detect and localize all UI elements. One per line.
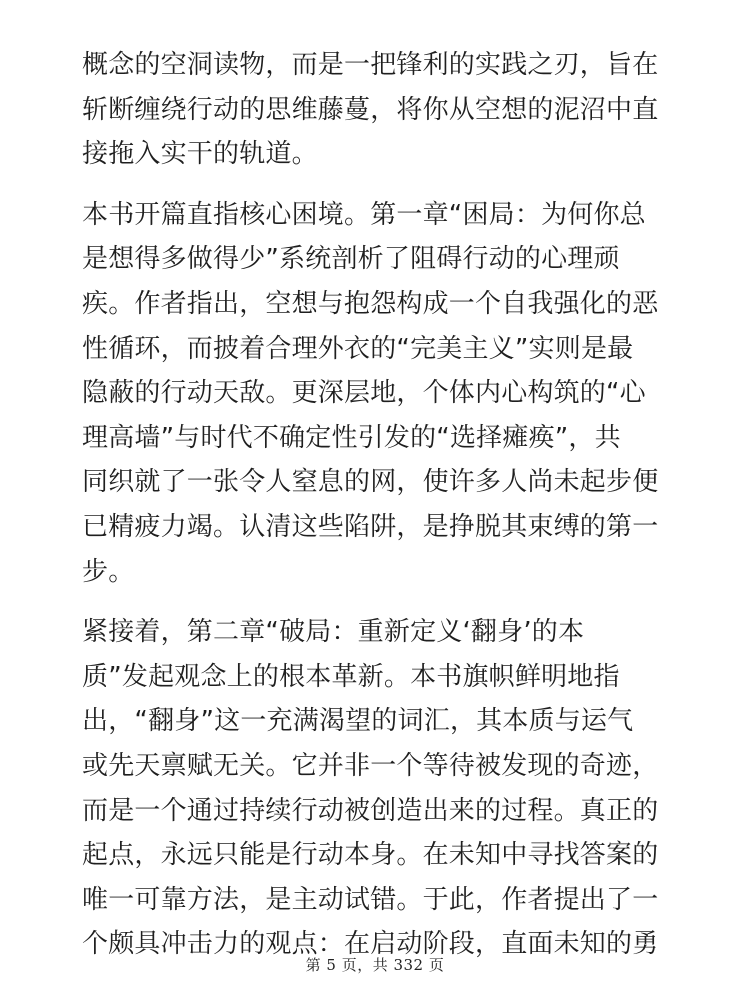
text-line: 概念的空洞读物，而是一把锋利的实践之刃，旨在	[82, 50, 659, 80]
text-line: 出，“翻身”这一充满渴望的词汇，其本质与运气	[82, 706, 634, 737]
paragraph-1	[82, 43, 672, 177]
text-line: 唯一可靠方法，是主动试错。于此，作者提出了一	[82, 884, 659, 915]
body-text	[82, 43, 672, 983]
text-line: 紧接着，第二章“破局：重新定义‘翻身’的本	[82, 617, 585, 648]
text-line: 已精疲力竭。认清这些陷阱，是挣脱其束缚的第一	[82, 511, 659, 542]
text-line: 斩断缠绕行动的思维藤蔓，将你从空想的泥沼中直	[82, 94, 659, 125]
paragraph-2	[82, 193, 672, 594]
text-line: 个颇具冲击力的观点：在启动阶段，直面未知的勇	[82, 929, 659, 960]
text-line: 隐蔽的行动天敌。更深层地，个体内心构筑的“心	[82, 378, 646, 409]
text-line: 本书开篇直指核心困境。第一章“困局：为何你总	[82, 199, 646, 230]
text-line: 疾。作者指出，空想与抱怨构成一个自我强化的恶	[82, 288, 659, 319]
text-line: 是想得多做得少”系统剖析了阻碍行动的心理顽	[82, 244, 620, 275]
paragraph-3	[82, 610, 672, 967]
text-line: 起点，永远只能是行动本身。在未知中寻找答案的	[82, 840, 659, 871]
text-line: 或先天禀赋无关。它并非一个等待被发现的奇迹，	[82, 750, 659, 781]
text-line: 质”发起观念上的根本革新。本书旗帜鲜明地指	[82, 661, 620, 692]
text-line: 接拖入实干的轨道。	[82, 139, 318, 170]
text-line: 理高墙”与时代不确定性引发的“选择瘫痪”，共	[82, 422, 621, 453]
text-line: 性循环，而披着合理外衣的“完美主义”实则是最	[82, 333, 634, 364]
text-line: 而是一个通过持续行动被创造出来的过程。真正的	[82, 795, 659, 826]
text-line: 步。	[82, 556, 135, 587]
text-line: 同织就了一张令人窒息的网，使许多人尚未起步便	[82, 467, 659, 498]
page-number: 第 5 页，共 332 页	[305, 956, 445, 974]
